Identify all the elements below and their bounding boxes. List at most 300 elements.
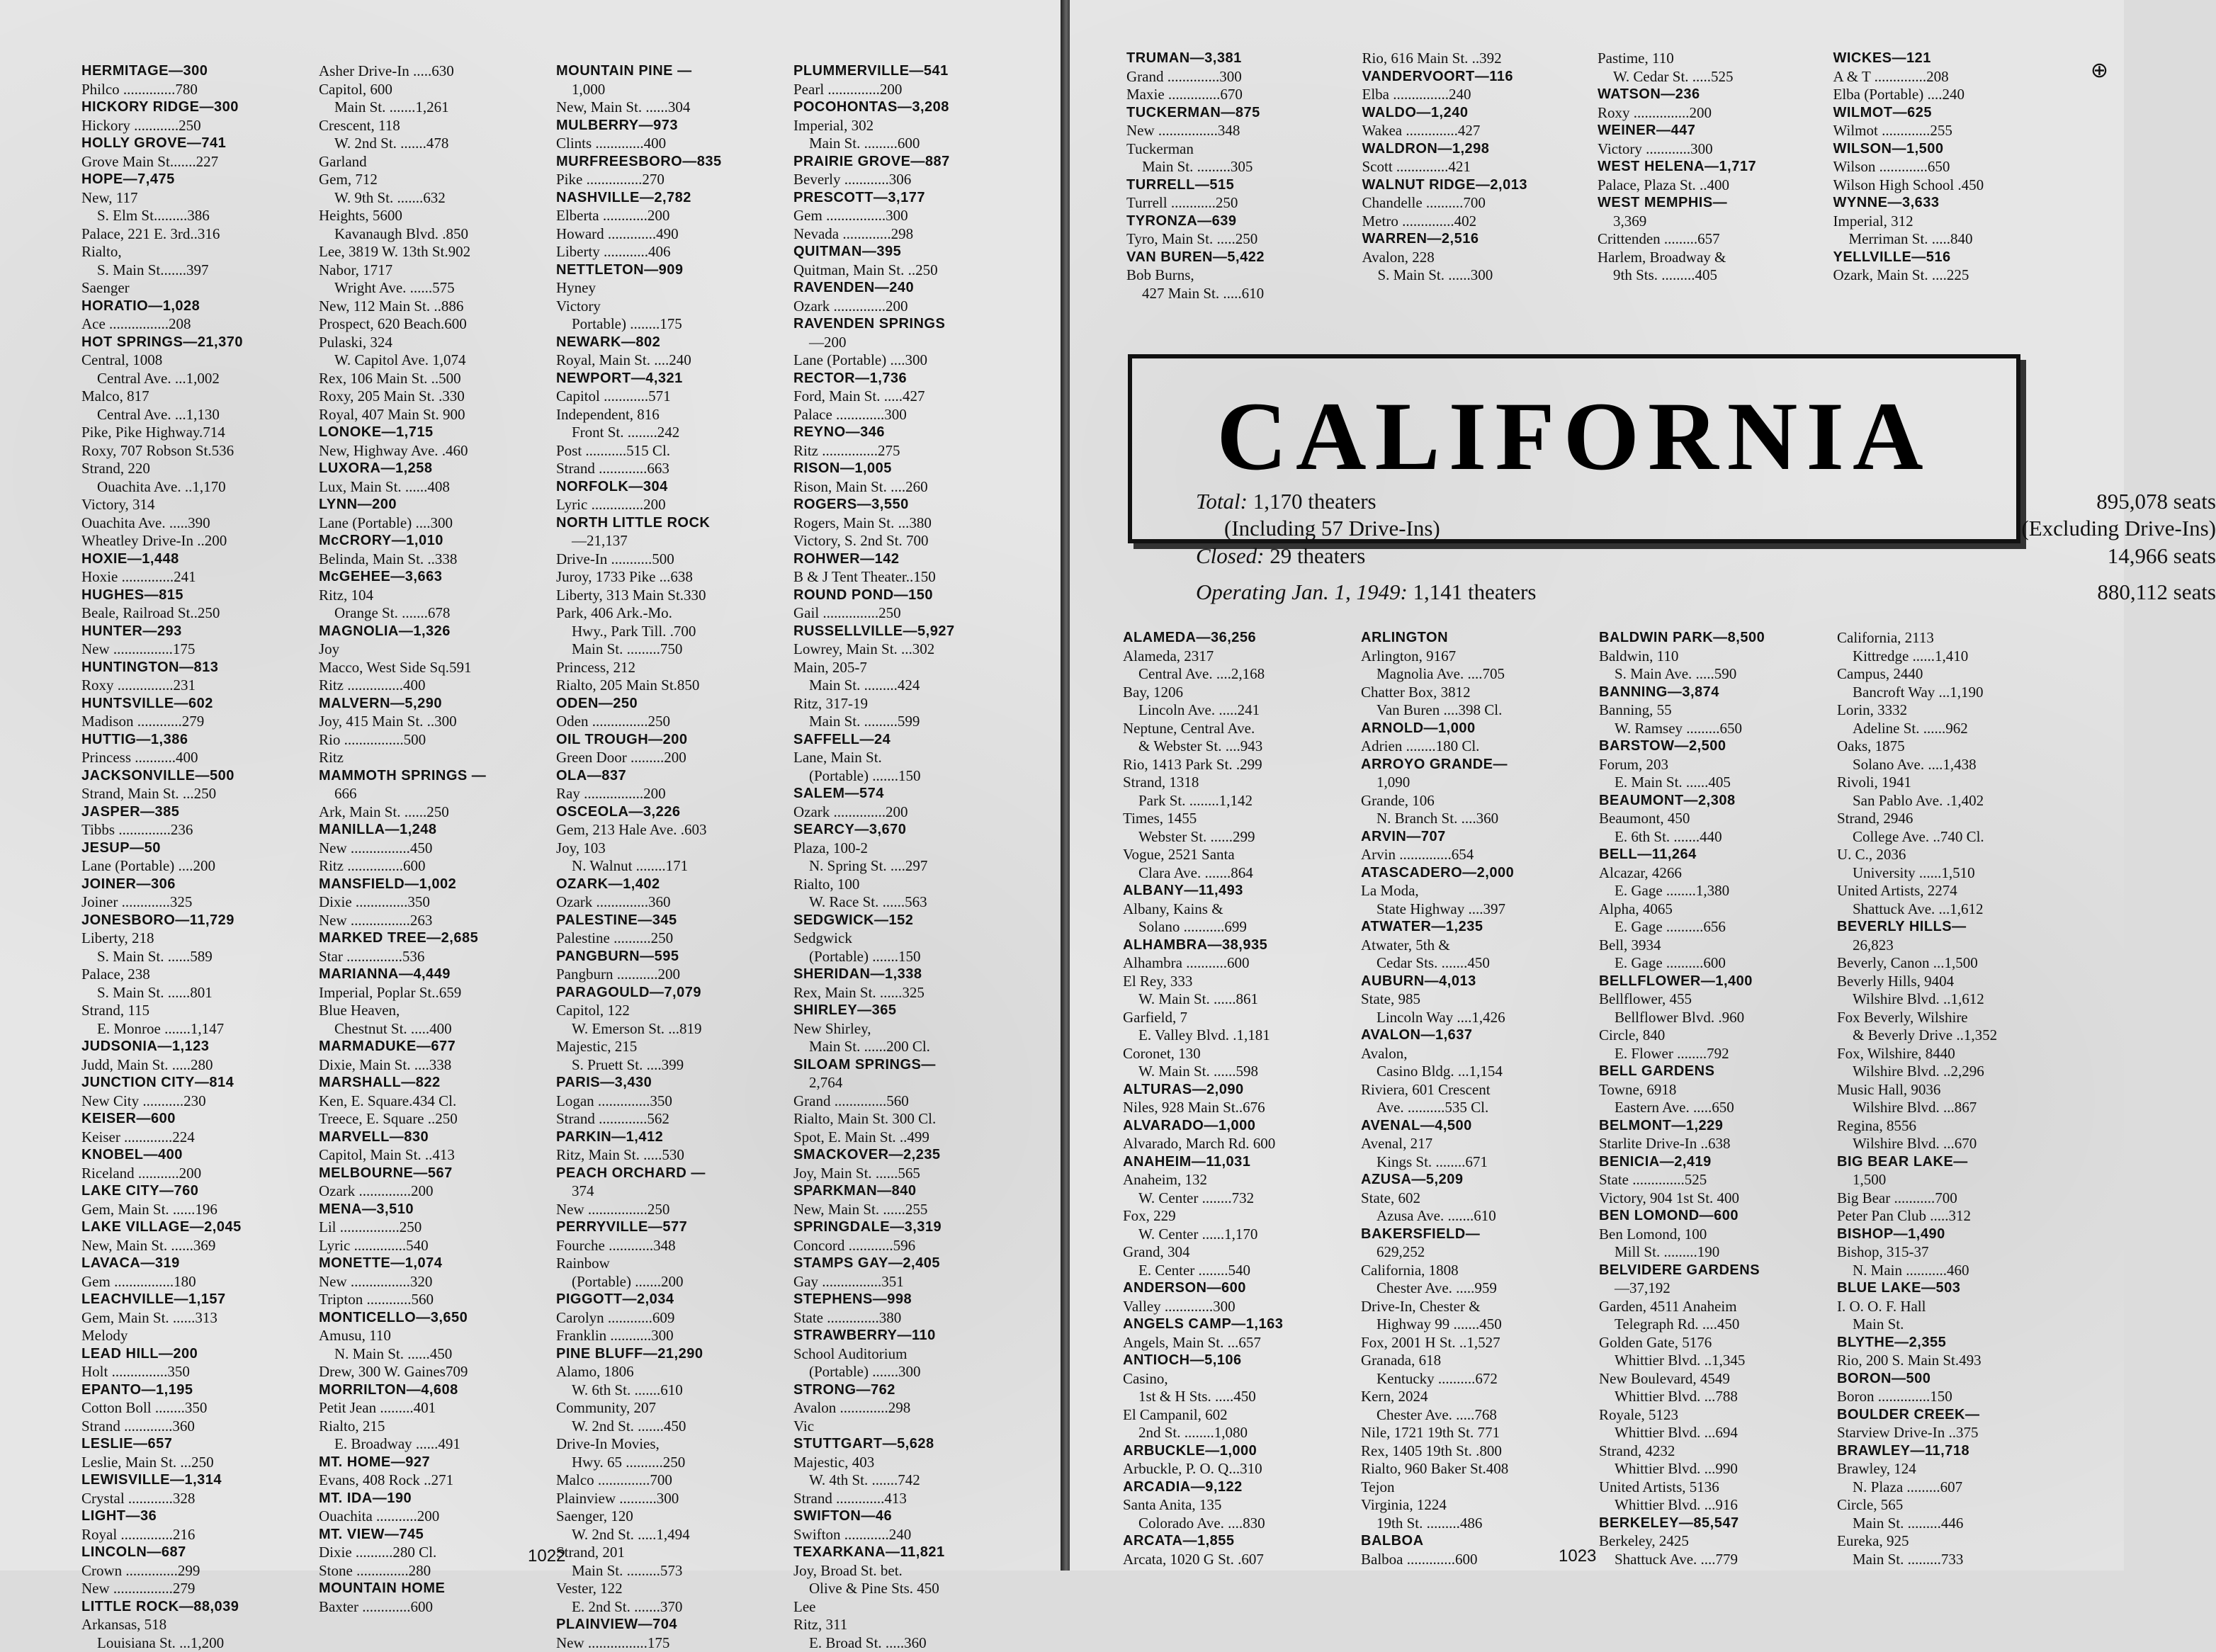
theater-entry: S. Main St. ......801	[81, 984, 313, 1002]
theater-entry: Pike, Pike Highway.714	[81, 424, 313, 442]
theater-entry: N. Walnut ........171	[556, 857, 788, 876]
total-label: Total:	[1196, 489, 1248, 514]
town-heading: STEPHENS—998	[793, 1291, 1025, 1309]
theater-entry: El Rey, 333	[1123, 973, 1355, 991]
town-heading: BORON—500	[1837, 1370, 2069, 1388]
town-heading: BALBOA	[1361, 1532, 1593, 1551]
town-heading: STRONG—762	[793, 1381, 1025, 1400]
town-heading: ATASCADERO—2,000	[1361, 864, 1593, 883]
theater-entry: S. Elm St.........386	[81, 207, 313, 225]
theater-entry: Scott ..............421	[1362, 158, 1593, 176]
theater-entry: Vic	[793, 1418, 1025, 1436]
town-heading: OZARK—1,402	[556, 876, 788, 894]
theater-entry: Harlem, Broadway &	[1598, 249, 1828, 267]
theater-entry: Santa Anita, 135	[1123, 1496, 1355, 1515]
theater-entry: Niles, 928 Main St..676	[1123, 1099, 1355, 1117]
theater-entry: Ace ................208	[81, 315, 313, 334]
theater-entry: Rex, Main St. ......325	[793, 984, 1025, 1002]
theater-entry: New ................175	[556, 1634, 788, 1652]
town-heading: JESUP—50	[81, 839, 313, 858]
theater-entry: Victory, S. 2nd St. 700	[793, 532, 1025, 550]
summary-including	[1224, 516, 2173, 541]
theater-entry: Victory, 314	[81, 496, 313, 514]
town-heading: OSCEOLA—3,226	[556, 803, 788, 822]
theater-entry: Petit Jean .........401	[319, 1399, 550, 1418]
town-heading: SILOAM SPRINGS—	[793, 1056, 1025, 1075]
theater-entry: Pangburn ...........200	[556, 966, 788, 984]
theater-entry: Royal ..............216	[81, 1526, 313, 1544]
theater-entry: Rex, 106 Main St. ..500	[319, 370, 550, 388]
town-heading: SEDGWICK—152	[793, 912, 1025, 930]
theater-entry: Brawley, 124	[1837, 1460, 2069, 1478]
theater-entry: Wilshire Blvd. ...867	[1837, 1099, 2069, 1117]
town-heading: LAVACA—319	[81, 1255, 313, 1273]
theater-entry: Bob Burns,	[1126, 266, 1357, 285]
theater-entry: 374	[556, 1182, 788, 1201]
theater-entry: Belinda, Main St. ..338	[319, 550, 550, 569]
theater-entry: Majestic, 215	[556, 1038, 788, 1056]
town-heading: SWIFTON—46	[793, 1507, 1025, 1526]
town-heading: MANILLA—1,248	[319, 821, 550, 839]
theater-entry: Wright Ave. ......575	[319, 279, 550, 298]
theater-entry: Saenger	[81, 279, 313, 298]
theater-entry: New, Main St. ......369	[81, 1237, 313, 1255]
theater-entry: W. Capitol Ave. 1,074	[319, 351, 550, 370]
theater-entry: Joy, 415 Main St. ..300	[319, 713, 550, 731]
theater-entry: & Webster St. ....943	[1123, 737, 1355, 756]
town-heading: YELLVILLE—516	[1833, 249, 2064, 267]
theater-entry: Rison, Main St. ....260	[793, 478, 1025, 497]
left-col-2	[319, 62, 556, 1652]
theater-entry: Palace .............300	[793, 406, 1025, 424]
town-heading: PIGGOTT—2,034	[556, 1291, 788, 1309]
theater-entry: Grand, 304	[1123, 1243, 1355, 1262]
state-title: CALIFORNIA	[1132, 380, 2016, 492]
theater-entry: E. Gage ..........600	[1599, 954, 1831, 973]
theater-entry: Arlington, 9167	[1361, 647, 1593, 666]
theater-entry: Shattuck Ave. ...1,612	[1837, 900, 2069, 919]
town-heading: AUBURN—4,013	[1361, 973, 1593, 991]
theater-entry: S. Main St. ......300	[1362, 266, 1593, 285]
theater-entry: Plaza, 100-2	[793, 839, 1025, 858]
theater-entry: Wilshire Blvd. ..2,296	[1837, 1063, 2069, 1081]
theater-entry: Gay ................351	[793, 1273, 1025, 1291]
theater-entry: Forum, 203	[1599, 756, 1831, 774]
town-heading: JUDSONIA—1,123	[81, 1038, 313, 1056]
theater-entry: Bay, 1206	[1123, 684, 1355, 702]
theater-entry: Main St. .........600	[793, 135, 1025, 153]
theater-entry: Joy, Main St. ......565	[793, 1165, 1025, 1183]
theater-entry: Rialto, 100	[793, 876, 1025, 894]
town-heading: ARBUCKLE—1,000	[1123, 1442, 1355, 1461]
town-heading: LONOKE—1,715	[319, 424, 550, 442]
theater-entry: N. Main ...........460	[1837, 1262, 2069, 1280]
theater-entry: Bellflower, 455	[1599, 990, 1831, 1009]
theater-entry: Lane (Portable) ....300	[793, 351, 1025, 370]
theater-entry: Main St. .........599	[793, 713, 1025, 731]
theater-entry: Juroy, 1733 Pike ...638	[556, 568, 788, 587]
theater-entry: Albany, Kains &	[1123, 900, 1355, 919]
theater-entry: Alameda, 2317	[1123, 647, 1355, 666]
theater-entry: Riceland ...........200	[81, 1165, 313, 1183]
theater-entry: 1,090	[1361, 774, 1593, 792]
theater-entry: Mill St. .........190	[1599, 1243, 1831, 1262]
town-heading: WALDO—1,240	[1362, 104, 1593, 123]
town-heading: ROGERS—3,550	[793, 496, 1025, 514]
town-heading: MAGNOLIA—1,326	[319, 623, 550, 641]
theater-entry: Whittier Blvd. ...788	[1599, 1388, 1831, 1406]
theater-entry: Central, 1008	[81, 351, 313, 370]
theater-entry: Chester Ave. .....768	[1361, 1406, 1593, 1425]
theater-entry: Lyric ..............540	[319, 1237, 550, 1255]
theater-entry: University ......1,510	[1837, 864, 2069, 883]
town-heading: HOXIE—1,448	[81, 550, 313, 569]
theater-entry: New, 117	[81, 189, 313, 208]
town-heading: WEST HELENA—1,717	[1598, 158, 1828, 176]
town-heading: NASHVILLE—2,782	[556, 189, 788, 208]
town-heading: MARIANNA—4,449	[319, 966, 550, 984]
theater-entry: Ritz, Main St. .....530	[556, 1146, 788, 1165]
theater-entry: Beverly ............306	[793, 171, 1025, 189]
theater-entry: Ritz, 104	[319, 587, 550, 605]
left-page	[0, 0, 1063, 1571]
theater-entry: Grand ..............560	[793, 1092, 1025, 1111]
theater-entry: Chester Ave. .....959	[1361, 1279, 1593, 1298]
theater-entry: Rialto, 960 Baker St.408	[1361, 1460, 1593, 1478]
theater-entry: Circle, 840	[1599, 1026, 1831, 1045]
theater-entry: Majestic, 403	[793, 1454, 1025, 1472]
theater-entry: Hickory ............250	[81, 117, 313, 135]
town-heading: MONETTE—1,074	[319, 1255, 550, 1273]
theater-entry: Asher Drive-In .....630	[319, 62, 550, 81]
theater-entry: Imperial, Poplar St..659	[319, 984, 550, 1002]
theater-entry: Vester, 122	[556, 1580, 788, 1598]
town-heading: BANNING—3,874	[1599, 684, 1831, 702]
theater-entry: Angels, Main St. ...657	[1123, 1334, 1355, 1352]
theater-entry: State, 985	[1361, 990, 1593, 1009]
theater-entry: State ..............525	[1599, 1171, 1831, 1189]
town-heading: PALESTINE—345	[556, 912, 788, 930]
theater-entry: Kavanaugh Blvd. .850	[319, 225, 550, 244]
town-heading: RAVENDEN SPRINGS	[793, 315, 1025, 334]
theater-entry: Azusa Ave. .......610	[1361, 1207, 1593, 1226]
theater-entry: Liberty, 218	[81, 929, 313, 948]
town-heading: BEVERLY HILLS—	[1837, 918, 2069, 937]
town-heading: NEWPORT—4,321	[556, 370, 788, 388]
town-heading: ROHWER—142	[793, 550, 1025, 569]
town-heading: REYNO—346	[793, 424, 1025, 442]
theater-entry: E. 6th St. .......440	[1599, 828, 1831, 847]
theater-entry: Arvin ..............654	[1361, 846, 1593, 864]
theater-entry: New, Highway Ave. .460	[319, 442, 550, 460]
theater-entry: New ................450	[319, 839, 550, 858]
theater-entry: Amusu, 110	[319, 1327, 550, 1345]
theater-entry: Rio, 200 S. Main St.493	[1837, 1352, 2069, 1370]
theater-entry: Imperial, 312	[1833, 213, 2064, 231]
theater-entry: Bellflower Blvd. .960	[1599, 1009, 1831, 1027]
theater-entry: Capitol ............571	[556, 387, 788, 406]
theater-entry: S. Main St.......397	[81, 261, 313, 280]
theater-entry: Independent, 816	[556, 406, 788, 424]
theater-entry: Roxy, 205 Main St. .330	[319, 387, 550, 406]
closed-theaters: 29 theaters	[1270, 543, 1365, 568]
town-heading: PARAGOULD—7,079	[556, 984, 788, 1002]
theater-entry: U. C., 2036	[1837, 846, 2069, 864]
theater-entry: Whittier Blvd. ..1,345	[1599, 1352, 1831, 1370]
theater-entry: Howard .............490	[556, 225, 788, 244]
theater-entry: New ................250	[556, 1201, 788, 1219]
theater-entry: 2,764	[793, 1074, 1025, 1092]
theater-entry: Strand .............562	[556, 1110, 788, 1128]
theater-entry: Whittier Blvd. ...990	[1599, 1460, 1831, 1478]
theater-entry: Main St. .........733	[1837, 1551, 2069, 1569]
town-heading: MALVERN—5,290	[319, 695, 550, 713]
theater-entry: Orange St. .......678	[319, 604, 550, 623]
town-heading: ALTURAS—2,090	[1123, 1081, 1355, 1099]
town-heading: PLAINVIEW—704	[556, 1616, 788, 1634]
town-heading: PRESCOTT—3,177	[793, 189, 1025, 208]
theater-entry: Ford, Main St. .....427	[793, 387, 1025, 406]
theater-entry: Pearl ..............200	[793, 81, 1025, 99]
theater-entry: Quitman, Main St. ..250	[793, 261, 1025, 280]
theater-entry: Ritz, 317-19	[793, 695, 1025, 713]
theater-entry: 1st & H Sts. .....450	[1123, 1388, 1355, 1406]
theater-entry: Alvarado, March Rd. 600	[1123, 1135, 1355, 1153]
theater-entry: Arcata, 1020 G St. .607	[1123, 1551, 1355, 1569]
theater-entry: (Portable) .......300	[793, 1363, 1025, 1381]
theater-entry: Drive-In Movies,	[556, 1435, 788, 1454]
left-col-3	[556, 62, 793, 1652]
theater-entry: Beale, Railroad St..250	[81, 604, 313, 623]
town-heading: MONTICELLO—3,650	[319, 1309, 550, 1328]
town-heading: QUITMAN—395	[793, 243, 1025, 261]
theater-entry: Palestine ..........250	[556, 929, 788, 948]
theater-entry: Balboa .............600	[1361, 1551, 1593, 1569]
theater-entry: Gem, 213 Hale Ave. .603	[556, 821, 788, 839]
operating-seats: 880,112 seats	[2097, 579, 2216, 605]
theater-entry: Madison ............279	[81, 713, 313, 731]
theater-entry: Central Ave. ...1,130	[81, 406, 313, 424]
town-heading: STRAWBERRY—110	[793, 1327, 1025, 1345]
theater-entry: Ritz ...............400	[319, 677, 550, 695]
theater-entry: Gail ...............250	[793, 604, 1025, 623]
town-heading: BALDWIN PARK—8,500	[1599, 629, 1831, 647]
summary-closed	[1196, 543, 2145, 569]
theater-entry: S. Main Ave. .....590	[1599, 665, 1831, 684]
theater-entry: Carolyn ............609	[556, 1309, 788, 1328]
theater-entry: Louisiana St. ...1,200	[81, 1634, 313, 1652]
town-heading: OLA—837	[556, 767, 788, 786]
town-heading: TRUMAN—3,381	[1126, 50, 1357, 68]
theater-entry: Pike ...............270	[556, 171, 788, 189]
theater-entry: Rialto,	[81, 243, 313, 261]
town-heading: MARMADUKE—677	[319, 1038, 550, 1056]
theater-entry: State ..............380	[793, 1309, 1025, 1328]
theater-entry: Fox Beverly, Wilshire	[1837, 1009, 2069, 1027]
theater-entry: Strand .............663	[556, 460, 788, 478]
town-heading: MELBOURNE—567	[319, 1165, 550, 1183]
theater-entry: United Artists, 2274	[1837, 882, 2069, 900]
town-heading: HUTTIG—1,386	[81, 731, 313, 749]
theater-entry: Oaks, 1875	[1837, 737, 2069, 756]
theater-entry: United Artists, 5136	[1599, 1478, 1831, 1497]
theater-entry: Main St. .........424	[793, 677, 1025, 695]
theater-entry: Anaheim, 132	[1123, 1171, 1355, 1189]
theater-entry: Webster St. ......299	[1123, 828, 1355, 847]
theater-entry: Chatter Box, 3812	[1361, 684, 1593, 702]
theater-entry: Tripton ............560	[319, 1291, 550, 1309]
theater-entry: Concord ............596	[793, 1237, 1025, 1255]
theater-entry: Lane (Portable) ....300	[319, 514, 550, 533]
theater-entry: N. Main St. ......450	[319, 1345, 550, 1364]
theater-entry: Beverly Hills, 9404	[1837, 973, 2069, 991]
theater-entry: Main, 205-7	[793, 659, 1025, 677]
town-heading: BISHOP—1,490	[1837, 1226, 2069, 1244]
theater-entry: Keiser .............224	[81, 1128, 313, 1147]
town-heading: HERMITAGE—300	[81, 62, 313, 81]
theater-entry: Imperial, 302	[793, 117, 1025, 135]
town-heading: MARSHALL—822	[319, 1074, 550, 1092]
right-page-number: 1023	[1559, 1546, 1596, 1566]
theater-entry: Dixie, Main St. ....338	[319, 1056, 550, 1075]
theater-entry: New ................175	[81, 640, 313, 659]
theater-entry: 1,500	[1837, 1171, 2069, 1189]
theater-entry: New, Main St. ......255	[793, 1201, 1025, 1219]
theater-entry: E. Monroe .......1,147	[81, 1020, 313, 1039]
town-heading: SPRINGDALE—3,319	[793, 1218, 1025, 1237]
theater-entry: Ben Lomond, 100	[1599, 1226, 1831, 1244]
theater-entry: Tibbs ..............236	[81, 821, 313, 839]
town-heading: BRAWLEY—11,718	[1837, 1442, 2069, 1461]
town-heading: TURRELL—515	[1126, 176, 1357, 195]
theater-entry: Main St. .......1,261	[319, 98, 550, 117]
town-heading: AVALON—1,637	[1361, 1026, 1593, 1045]
town-heading: HUNTER—293	[81, 623, 313, 641]
theater-entry: Granada, 618	[1361, 1352, 1593, 1370]
theater-entry: Clints .............400	[556, 135, 788, 153]
theater-entry: Whittier Blvd. ...916	[1599, 1496, 1831, 1515]
theater-entry: Valley .............300	[1123, 1298, 1355, 1316]
theater-entry: E. Broadway ......491	[319, 1435, 550, 1454]
town-heading: LEAD HILL—200	[81, 1345, 313, 1364]
theater-entry: E. 2nd St. .......370	[556, 1598, 788, 1617]
theater-entry: Logan ..............350	[556, 1092, 788, 1111]
theater-entry: Starlite Drive-In ..638	[1599, 1135, 1831, 1153]
theater-entry: Lee	[793, 1598, 1025, 1617]
theater-entry: Grove Main St.......227	[81, 153, 313, 171]
town-heading: ROUND POND—150	[793, 587, 1025, 605]
theater-entry: Ozark ..............200	[319, 1182, 550, 1201]
theater-entry: Macco, West Side Sq.591	[319, 659, 550, 677]
town-heading: LAKE VILLAGE—2,045	[81, 1218, 313, 1237]
town-heading: JUNCTION CITY—814	[81, 1074, 313, 1092]
theater-entry: 427 Main St. .....610	[1126, 285, 1357, 303]
town-heading: JOINER—306	[81, 876, 313, 894]
town-heading: BARSTOW—2,500	[1599, 737, 1831, 756]
theater-entry: College Ave. ..740 Cl.	[1837, 828, 2069, 847]
theater-entry: Rialto, Main St. 300 Cl.	[793, 1110, 1025, 1128]
theater-entry: Liberty, 313 Main St.330	[556, 587, 788, 605]
theater-entry: Clara Ave. .......864	[1123, 864, 1355, 883]
crosshair-icon: ⊕	[2091, 58, 2108, 83]
theater-entry: Magnolia Ave. ....705	[1361, 665, 1593, 684]
town-heading: BELL GARDENS	[1599, 1063, 1831, 1081]
theater-entry: 9th Sts. .........405	[1598, 266, 1828, 285]
theater-entry: Gem, Main St. ......313	[81, 1309, 313, 1328]
town-heading: ARCATA—1,855	[1123, 1532, 1355, 1551]
theater-entry: Ozark, Main St. ....225	[1833, 266, 2064, 285]
theater-entry: Turrell ............250	[1126, 194, 1357, 213]
theater-entry: Crown ..............299	[81, 1562, 313, 1580]
theater-entry: Heights, 5600	[319, 207, 550, 225]
theater-entry: Ark, Main St. ......250	[319, 803, 550, 822]
theater-entry: Regina, 8556	[1837, 1117, 2069, 1136]
theater-entry: 26,823	[1837, 937, 2069, 955]
theater-entry: Capitol, 122	[556, 1002, 788, 1020]
theater-entry: California, 2113	[1837, 629, 2069, 647]
theater-entry: New ................279	[81, 1580, 313, 1598]
town-heading: ARLINGTON	[1361, 629, 1593, 647]
theater-entry: 2nd St. ........1,080	[1123, 1424, 1355, 1442]
theater-entry: Riviera, 601 Crescent	[1361, 1081, 1593, 1099]
theater-entry: Alcazar, 4266	[1599, 864, 1831, 883]
town-heading: WEINER—447	[1598, 122, 1828, 140]
theater-entry: Metro ..............402	[1362, 213, 1593, 231]
theater-entry: Alpha, 4065	[1599, 900, 1831, 919]
theater-entry: (Portable) .......150	[793, 767, 1025, 786]
theater-entry: Main St. .........750	[556, 640, 788, 659]
theater-entry: Elba ...............240	[1362, 86, 1593, 104]
town-heading: WATSON—236	[1598, 86, 1828, 104]
excluding-drive-ins: (Excluding Drive-Ins)	[2021, 516, 2216, 541]
theater-entry: Golden Gate, 5176	[1599, 1334, 1831, 1352]
theater-entry: Philco ..............780	[81, 81, 313, 99]
theater-entry: Circle, 565	[1837, 1496, 2069, 1515]
town-heading: LAKE CITY—760	[81, 1182, 313, 1201]
theater-entry: Hoxie ..............241	[81, 568, 313, 587]
theater-entry: Grande, 106	[1361, 792, 1593, 810]
theater-entry: Avalon, 228	[1362, 249, 1593, 267]
theater-entry: Princess ...........400	[81, 749, 313, 767]
theater-entry: N. Branch St. ....360	[1361, 810, 1593, 828]
town-heading: PINE BLUFF—21,290	[556, 1345, 788, 1364]
town-heading: LITTLE ROCK—88,039	[81, 1598, 313, 1617]
theater-entry: Spot, E. Main St. ..499	[793, 1128, 1025, 1147]
theater-entry: Solano ...........699	[1123, 918, 1355, 937]
town-heading: MOUNTAIN PINE —	[556, 62, 788, 81]
theater-entry: Central Ave. ...1,002	[81, 370, 313, 388]
town-heading: MT. IDA—190	[319, 1490, 550, 1508]
theater-entry: W. 9th St. .......632	[319, 189, 550, 208]
town-heading: WILMOT—625	[1833, 104, 2064, 123]
town-heading: AZUSA—5,209	[1361, 1171, 1593, 1189]
town-heading: ATWATER—1,235	[1361, 918, 1593, 937]
theater-entry: Pastime, 110	[1598, 50, 1828, 68]
theater-entry: Bishop, 315-37	[1837, 1243, 2069, 1262]
theater-entry: Chandelle ..........700	[1362, 194, 1593, 213]
theater-entry: Front St. ........242	[556, 424, 788, 442]
theater-entry: Beverly, Canon ...1,500	[1837, 954, 2069, 973]
theater-entry: Cotton Boll ........350	[81, 1399, 313, 1418]
theater-entry: Swifton ............240	[793, 1526, 1025, 1544]
theater-entry: Garden, 4511 Anaheim	[1599, 1298, 1831, 1316]
theater-entry: Arkansas, 518	[81, 1616, 313, 1634]
theater-entry: Princess, 212	[556, 659, 788, 677]
theater-entry: E. Flower ........792	[1599, 1045, 1831, 1063]
theater-entry: Strand, 201	[556, 1544, 788, 1562]
town-heading: PANGBURN—595	[556, 948, 788, 966]
theater-entry: Main St. .........446	[1837, 1515, 2069, 1533]
